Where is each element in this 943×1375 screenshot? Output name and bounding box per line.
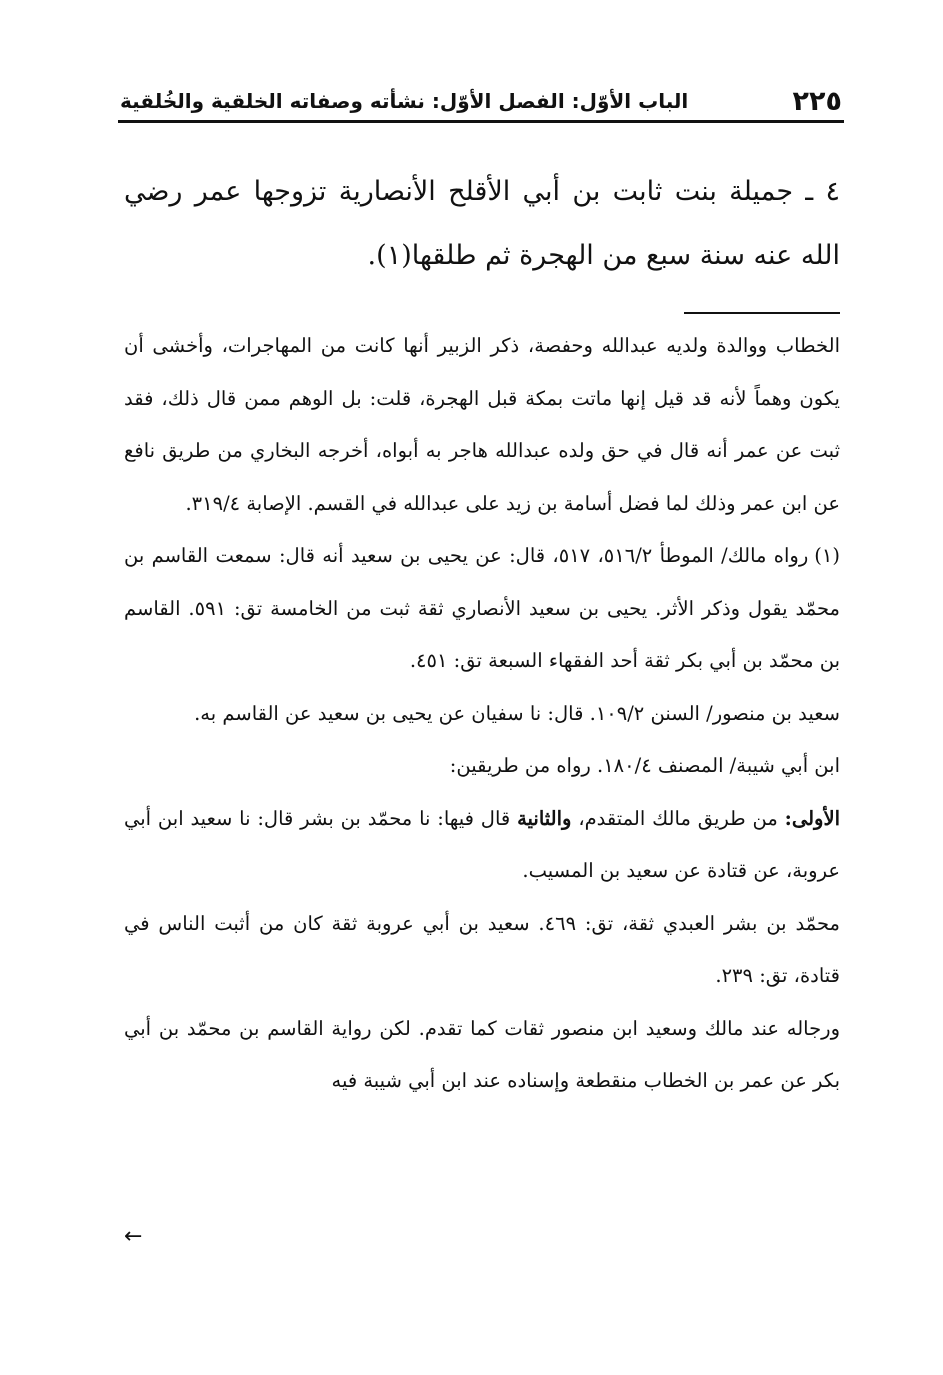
footnote-ref[interactable]: (١) — [376, 240, 412, 271]
main-paragraph — [124, 160, 840, 288]
footnote-narrators: محمّد بن بشر العبدي ثقة، تق: ٤٦٩. سعيد بن أبي عروبة ثقة كان من أثبت الناس في قتادة، تق: ٢٣٩. — [124, 911, 840, 987]
page-header — [120, 84, 842, 118]
item-number: ٤ ـ — [805, 176, 840, 207]
footnote-1-text: رواه مالك/ الموطأ ٥١٦/٢، ٥١٧، قال: عن يحيى بن سعيد أنه قال: سمعت القاسم بن محمّد يقول وذكر الأثر. يحيى بن سعيد الأنصاري ثقة ثبت من الخامسة تق: ٥٩١. القاسم بن محمّد بن أبي بكر ثقة أحد الفقهاء السبعة تق: ٤٥١. — [124, 544, 840, 672]
main-text — [124, 160, 840, 288]
first-path-text: من طريق مالك المتقدم، — [578, 806, 778, 830]
footnote-ibn-abi-shaybah: ابن أبي شيبة/ المصنف ١٨٠/٤. رواه من طريقين: — [449, 754, 840, 777]
page-number: ٢٢٥ — [792, 85, 842, 117]
continue-arrow-icon: ← — [124, 1224, 143, 1249]
footnote-1 — [124, 530, 840, 688]
running-title: الباب الأوّل: الفصل الأوّل: نشأته وصفاته الخلقية والخُلقية — [120, 89, 689, 113]
main-paragraph-text: جميلة بنت ثابت بن أبي الأقلح الأنصارية تزوجها عمر رضي الله عنه سنة سبع من الهجرة ثم طلقها — [124, 176, 840, 271]
footnote-1-marker: (١) — [814, 544, 840, 567]
footnote-continuation: الخطاب ووالدة ولديه عبدالله وحفصة، ذكر الزبير أنها كانت من المهاجرات، وأخشى أن يكون وهماً لأنه قد قيل إنها ماتت بمكة قبل الهجرة، قلت: بل الوهم ممن قال ذلك، فقد ثبت عن عمر أنه قال في حق ولده عبدالله هاجر به أبواه، أخرجه البخاري من طريق نافع عن ابن عمر وذلك لما فضل أسامة بن زيد على عبدالله في القسم. الإصابة ٣١٩/٤. — [124, 334, 840, 515]
footnote-conclusion: ورجاله عند مالك وسعيد ابن منصور ثقات كما تقدم. لكن رواية القاسم بن محمّد بن أبي بكر عن عمر بن الخطاب منقطعة وإسناده عند ابن أبي شيبة فيه — [124, 1016, 840, 1092]
footnote-paths — [124, 793, 840, 898]
first-path-label: الأولى: — [784, 806, 841, 830]
footnote-separator — [684, 312, 840, 314]
end-punct: . — [367, 240, 377, 271]
second-path-label: والثانية — [517, 806, 572, 830]
footnote-saeed: سعيد بن منصور/ السنن ١٠٩/٢. قال: نا سفيان عن يحيى بن سعيد عن القاسم به. — [194, 701, 840, 725]
second-path-text: قال فيها: نا محمّد بن بشر قال: نا سعيد ابن أبي عروبة، عن قتادة عن سعيد بن المسيب. — [124, 806, 840, 882]
footnotes — [124, 320, 840, 1108]
header-rule — [118, 120, 844, 123]
